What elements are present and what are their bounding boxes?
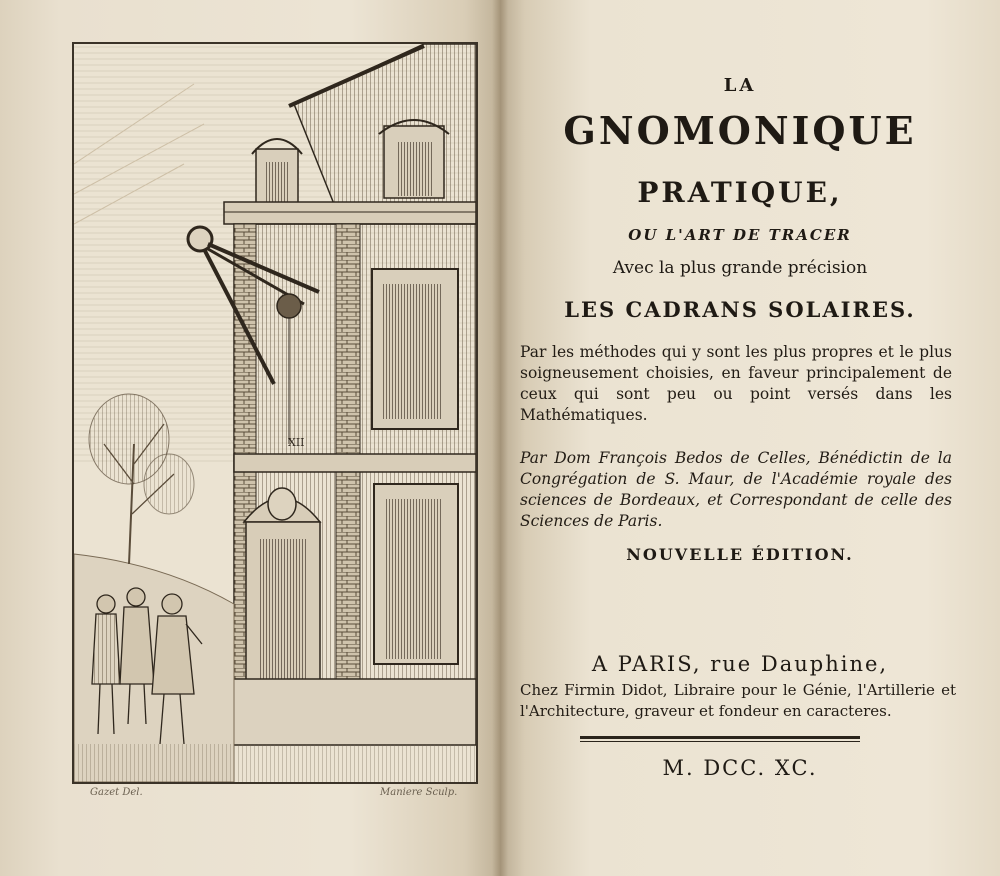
lower-window <box>374 484 458 664</box>
subtitle-line: OU L'ART DE TRACER <box>628 226 852 244</box>
corner-quoins-right <box>336 224 360 744</box>
title-line-1: LA <box>723 75 757 96</box>
string-course <box>234 454 476 472</box>
title-line-3: PRATIQUE, <box>637 176 843 209</box>
subtitle-cadrans: LES CADRANS SOLAIRES. <box>564 297 916 322</box>
engraving-credit-artist: Gazet Del. <box>90 787 143 798</box>
imprint-rule-thick <box>580 736 860 739</box>
sundial-numeral: XII <box>288 436 305 449</box>
imprint-publisher: Chez Firmin Didot, Libraire pour le Génie, l'Artillerie et l'Architecture, graveur et fondeur en caracteres. <box>520 681 956 720</box>
imprint-rule-thin <box>580 741 860 742</box>
cornice <box>224 202 476 224</box>
imprint-city: A PARIS, rue Dauphine, <box>591 652 889 676</box>
title-main: GNOMONIQUE <box>563 108 917 153</box>
frontispiece-engraving <box>72 42 478 784</box>
edition-line: NOUVELLE ÉDITION. <box>626 545 854 564</box>
ground <box>74 744 476 782</box>
publication-date: M. DCC. XC. <box>662 756 818 780</box>
subtitle-precision: Avec la plus grande précision <box>612 258 868 278</box>
author-paragraph: Par Dom François Bedos de Celles, Bénédictin de la Congrégation de S. Maur, de l'Académie royale des sciences de Bordeaux, et Correspondant de celle des Sciences de Paris. <box>520 449 952 530</box>
engraving-illustration <box>74 44 476 782</box>
upper-window <box>372 269 458 429</box>
book-gutter <box>492 0 508 876</box>
engraving-credit-engraver: Maniere Sculp. <box>380 787 458 798</box>
plinth <box>224 679 476 745</box>
dormer-window-right <box>379 120 449 198</box>
description-paragraph: Par les méthodes qui y sont les plus propres et le plus soigneusement choisies, en faveur principalement de ceux qui sont peu ou point versés dans les Mathématiques. <box>520 343 952 424</box>
